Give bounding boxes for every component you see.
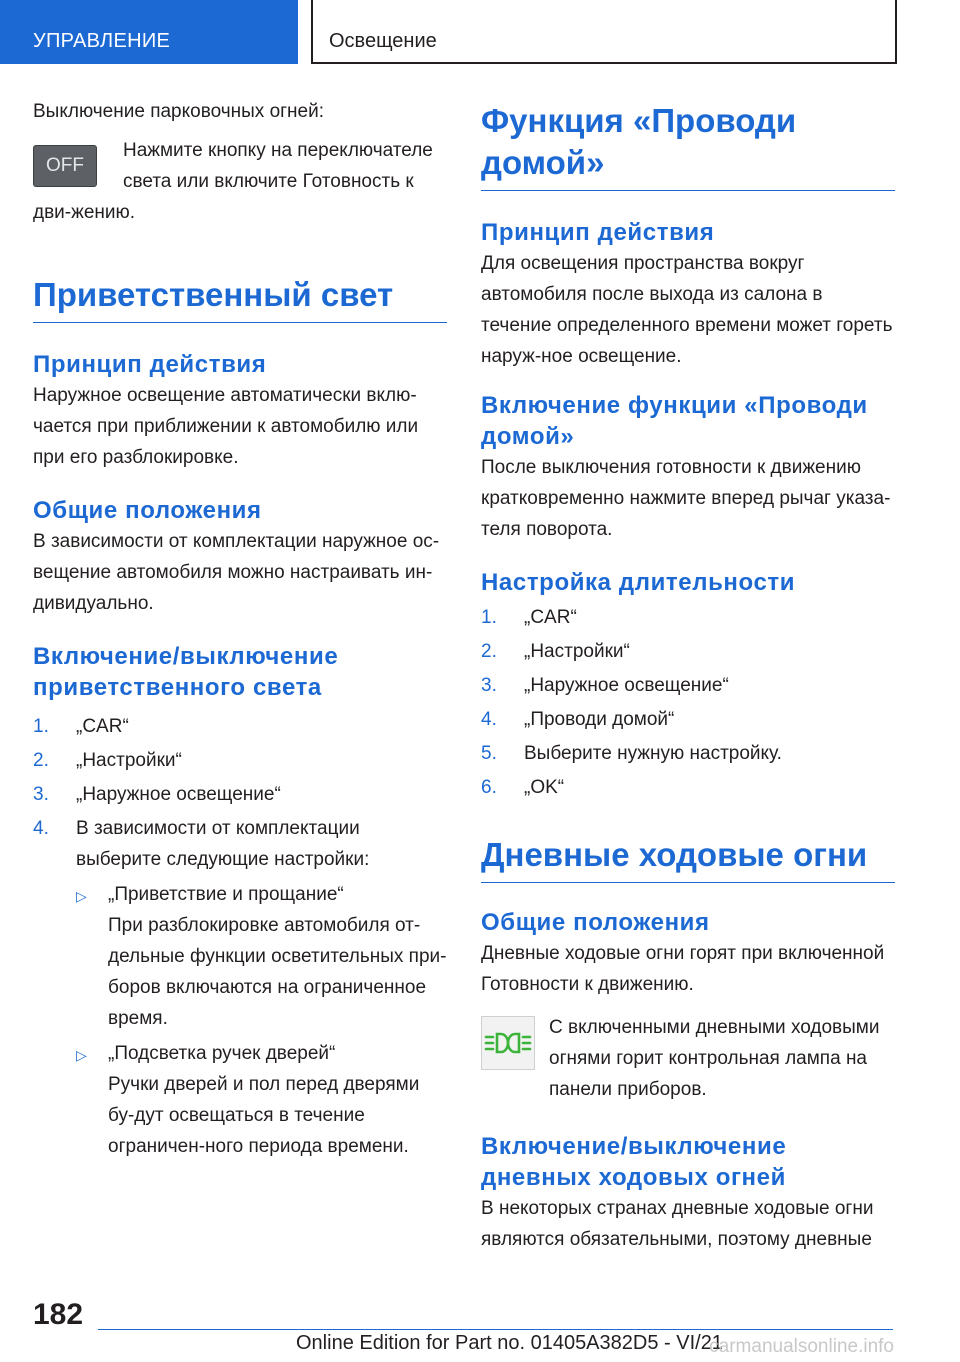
welcome-steps: [33, 711, 447, 1162]
heading-toggle-drl: [481, 1131, 895, 1193]
heading-toggle-drl-line2: дневных ходовых огней: [481, 1164, 786, 1191]
step-number: 1.: [481, 607, 497, 628]
drl-indicator-row: [481, 1012, 895, 1105]
right-column: [481, 100, 895, 1255]
step-text: „Настройки“: [76, 750, 182, 771]
step-text: „Проводи домой“: [524, 709, 675, 730]
page-number: 182: [33, 1298, 84, 1331]
general-right-text: Дневные ходовые огни горят при включенной Готовности к движению.: [481, 943, 885, 995]
watermark: carmanualsonline.info: [709, 1336, 894, 1357]
heading-duration: Настройка длительности: [481, 569, 796, 596]
daytime-running-lights-icon: [481, 1016, 535, 1070]
step-text: Выберите нужную настройку.: [524, 743, 782, 764]
heading-toggle-welcome-line2: приветственного света: [33, 674, 322, 701]
heading-toggle-welcome: [33, 641, 447, 703]
list-item: [481, 602, 895, 633]
heading-follow-me-home-line2: домой»: [481, 144, 605, 181]
heading-enable-line2: домой»: [481, 423, 575, 450]
step-number: 4.: [481, 709, 497, 730]
list-item: [481, 670, 895, 701]
list-item: [481, 738, 895, 769]
step-text: „CAR“: [524, 607, 577, 628]
step-number: 2.: [481, 641, 497, 662]
list-item: [481, 772, 895, 803]
duration-steps: [481, 602, 895, 803]
list-item: [33, 711, 447, 742]
parking-instruction: [33, 135, 447, 228]
triangle-bullet-icon: ▷: [76, 1047, 87, 1063]
step-text: В зависимости от комплектации выберите следующие настройки:: [76, 818, 370, 870]
step-text: „Настройки“: [524, 641, 630, 662]
heading-daytime-running-lights: Дневные ходовые огни: [481, 834, 895, 883]
heading-enable-line1: Включение функции «Проводи: [481, 392, 868, 419]
heading-general: Общие положения: [33, 497, 262, 524]
enable-text: После выключения готовности к движению кратковременно нажмите вперед рычаг указа-теля поворота.: [481, 457, 891, 540]
heading-principle-right: Принцип действия: [481, 219, 715, 246]
step-text: „Наружное освещение“: [76, 784, 281, 805]
step-number: 1.: [33, 716, 49, 737]
principle-right-text: Для освещения пространства вокруг автомобиля после выхода из салона в течение определенного времени может гореть наруж-ное освещение.: [481, 253, 893, 367]
section-tab: [0, 0, 298, 64]
list-item: [481, 636, 895, 667]
option-item: [76, 879, 447, 1034]
parking-intro: Выключение парковочных огней:: [33, 101, 325, 122]
list-item: [33, 813, 447, 1162]
parking-text: Нажмите кнопку на переключателе света или включите Готовность к дви-жению.: [33, 140, 433, 223]
step-text: „CAR“: [76, 716, 129, 737]
option-list: [76, 879, 447, 1162]
left-column: [33, 96, 447, 1166]
option-text: Ручки дверей и пол перед дверями бу-дут освещаться в течение ограничен-ного периода времени.: [108, 1074, 420, 1157]
list-item: [481, 704, 895, 735]
footer-divider: [98, 1329, 893, 1330]
list-item: [33, 779, 447, 810]
section-title: УПРАВЛЕНИЕ: [33, 30, 171, 52]
heading-general-right: Общие положения: [481, 909, 710, 936]
heading-toggle-welcome-line1: Включение/выключение: [33, 643, 339, 670]
option-title: „Приветствие и прощание“: [108, 884, 344, 905]
heading-enable-follow-me-home: [481, 390, 895, 452]
chapter-title: Освещение: [329, 30, 437, 52]
drl-indicator-text: С включенными дневными ходовыми огнями горит контрольная лампа на панели приборов.: [549, 1017, 880, 1100]
triangle-bullet-icon: ▷: [76, 888, 87, 904]
step-number: 5.: [481, 743, 497, 764]
edition-note: Online Edition for Part no. 01405A382D5 - VI/21: [296, 1332, 723, 1354]
option-title: „Подсветка ручек дверей“: [108, 1043, 336, 1064]
option-item: [76, 1038, 447, 1162]
general-text: В зависимости от комплектации наружное ос-вещение автомобиля можно настраивать ин-дивидуально.: [33, 531, 440, 614]
step-number: 3.: [481, 675, 497, 696]
principle-text: Наружное освещение автоматически вклю-чается при приближении к автомобилю или при его разблокировке.: [33, 385, 419, 468]
list-item: [33, 745, 447, 776]
option-text: При разблокировке автомобиля от-дельные функции осветительных при-боров включаются на ограниченное время.: [108, 915, 447, 1029]
step-text: „OK“: [524, 777, 565, 798]
off-indicator-icon: OFF: [33, 145, 97, 187]
step-number: 6.: [481, 777, 497, 798]
step-number: 3.: [33, 784, 49, 805]
heading-follow-me-home-line1: Функция «Проводи: [481, 102, 797, 139]
step-number: 2.: [33, 750, 49, 771]
heading-welcome-light: Приветственный свет: [33, 274, 447, 323]
heading-principle: Принцип действия: [33, 351, 267, 378]
chapter-tab: [311, 0, 897, 64]
heading-toggle-drl-line1: Включение/выключение: [481, 1133, 787, 1160]
step-text: „Наружное освещение“: [524, 675, 729, 696]
step-number: 4.: [33, 818, 49, 839]
toggle-drl-text: В некоторых странах дневные ходовые огни являются обязательными, поэтому дневные: [481, 1198, 874, 1250]
heading-follow-me-home: [481, 100, 895, 191]
